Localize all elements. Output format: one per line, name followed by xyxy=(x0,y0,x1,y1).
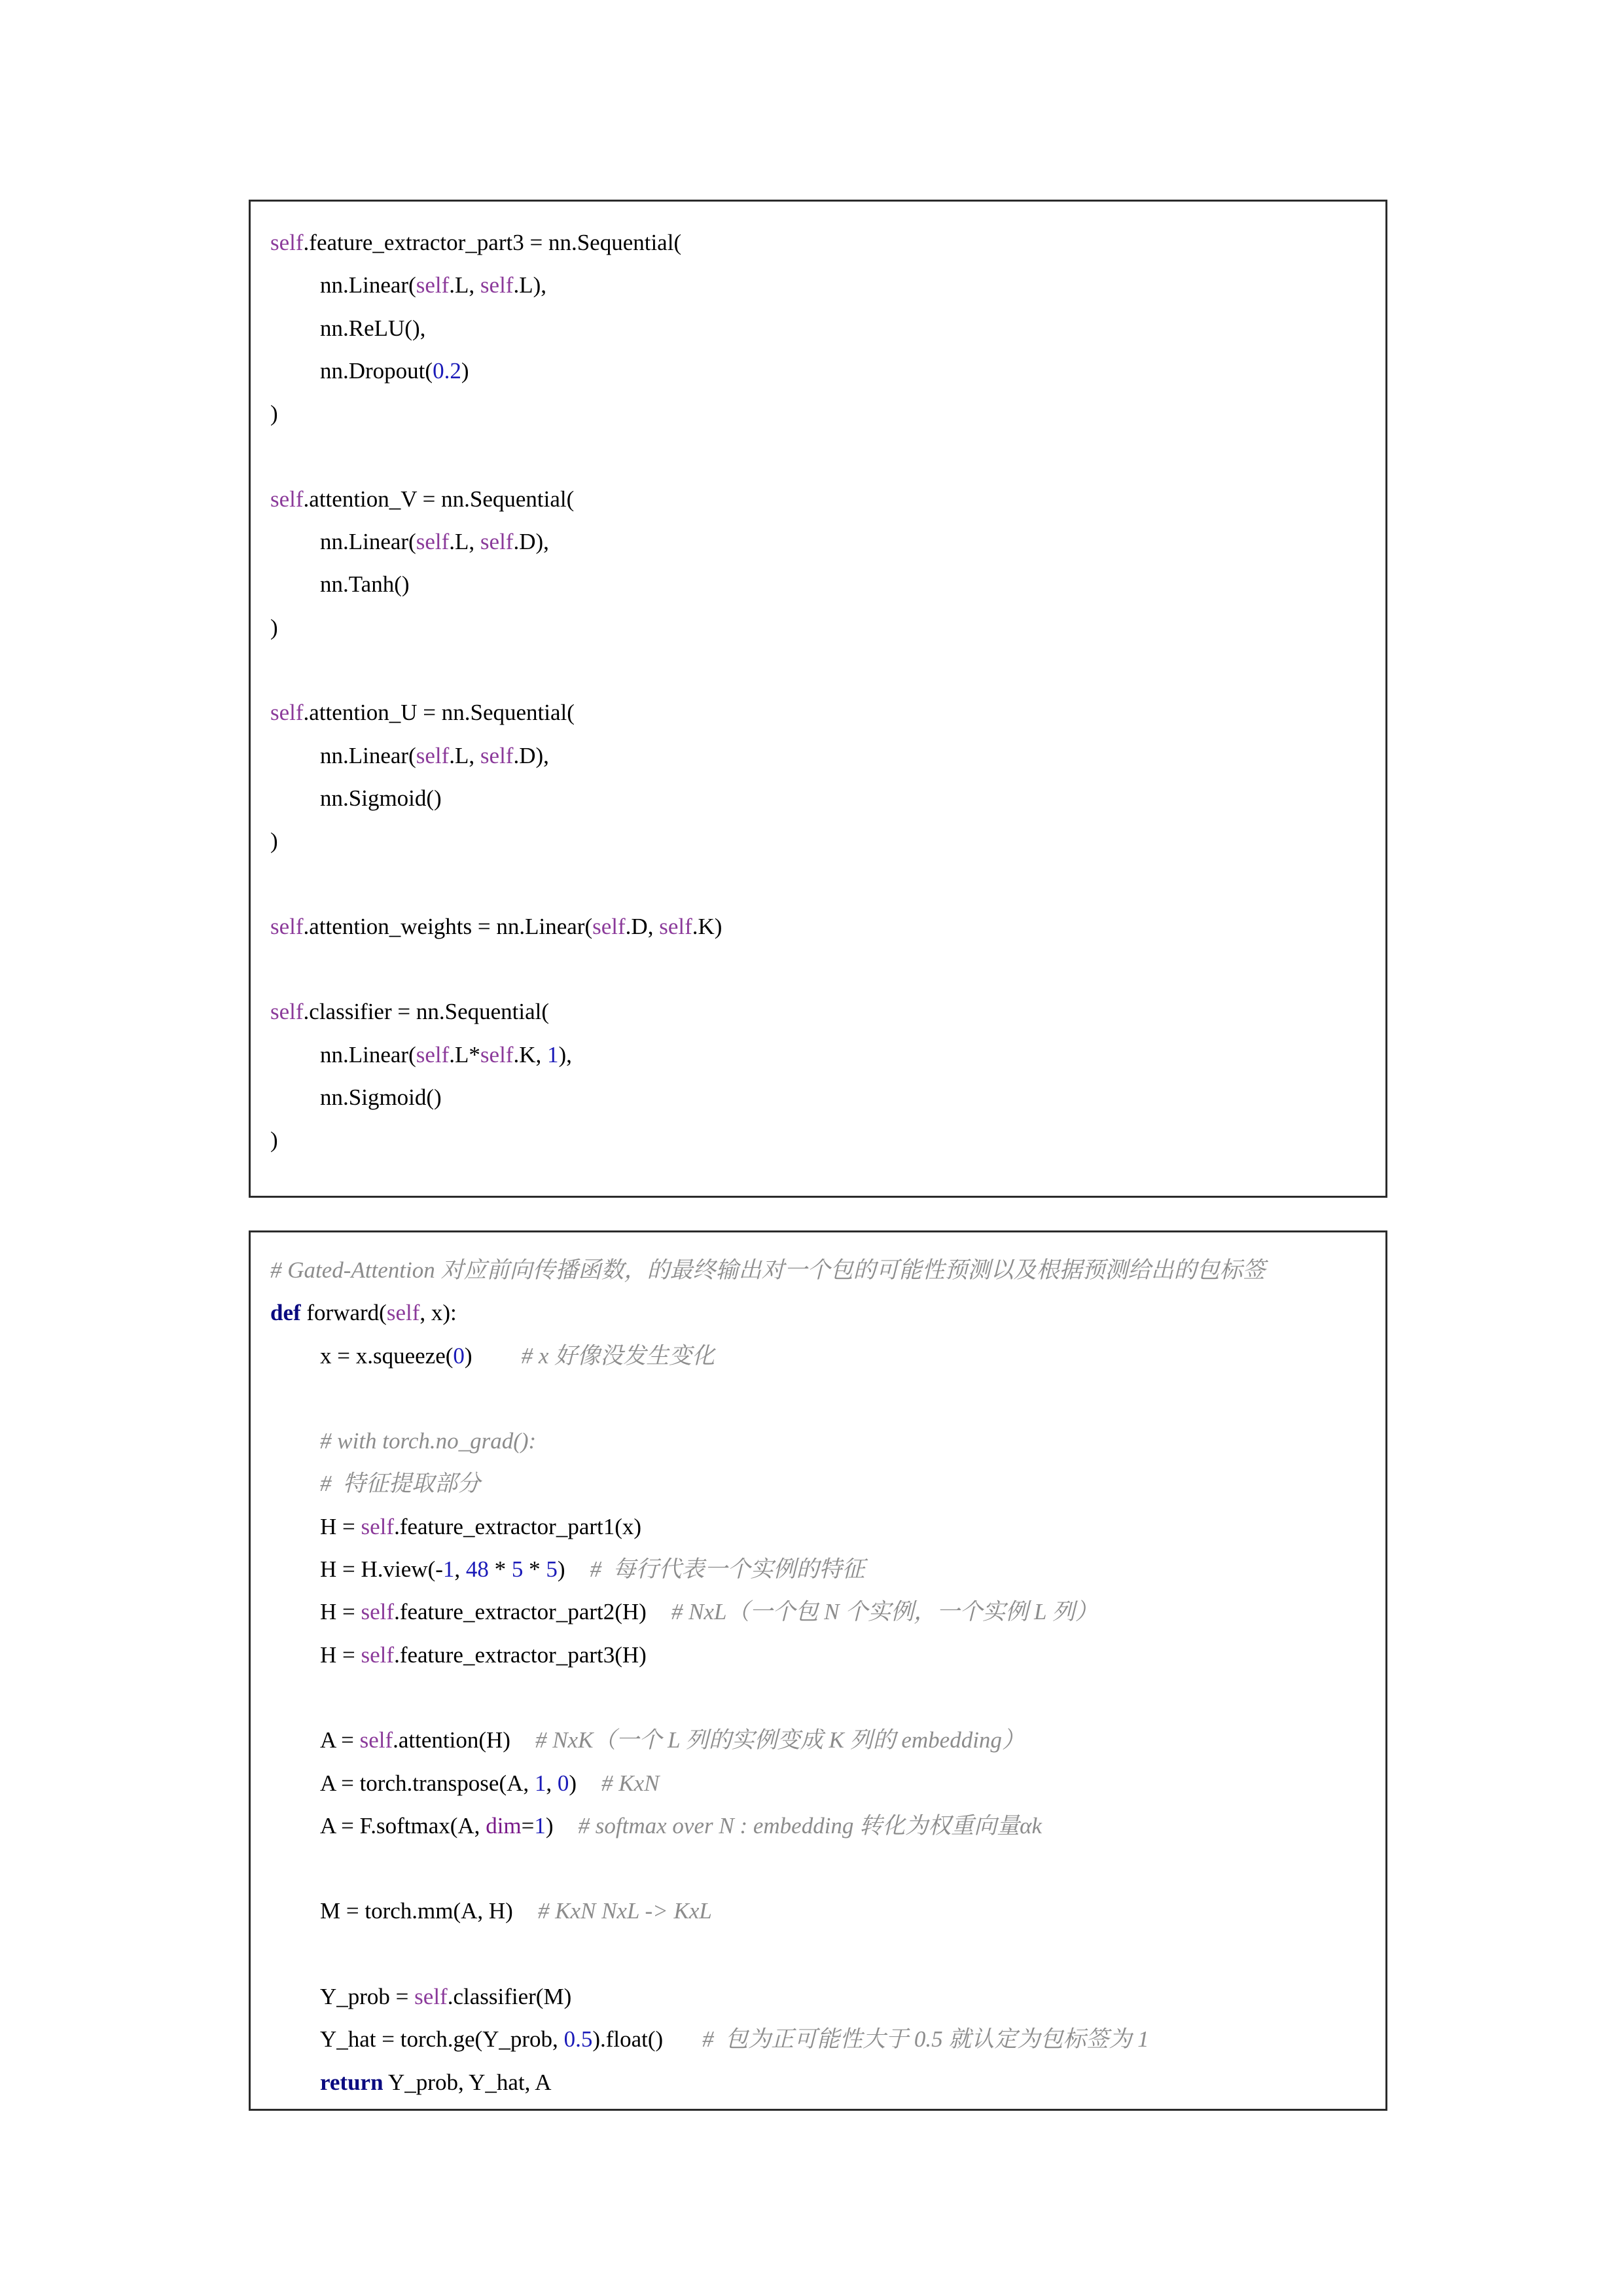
self-keyword: self xyxy=(270,700,304,726)
blank-line xyxy=(270,649,1385,691)
number-literal: 5 xyxy=(511,1556,524,1583)
code-line xyxy=(270,1505,1385,1548)
code-text: .attention(H) xyxy=(393,1727,510,1753)
code-comment: # softmax over N : embedding 转化为权重向量αk xyxy=(578,1812,1043,1839)
return-keyword: return xyxy=(320,2069,383,2095)
blank-line xyxy=(270,1377,1385,1420)
blank-line xyxy=(270,1847,1385,1890)
code-text: nn.Dropout( xyxy=(320,357,433,384)
self-keyword: self xyxy=(270,486,304,512)
code-line xyxy=(270,520,1385,563)
code-line xyxy=(270,1076,1385,1119)
code-line xyxy=(270,563,1385,605)
number-literal: 1 xyxy=(534,1812,546,1839)
number-literal: 0.5 xyxy=(563,2026,593,2053)
number-literal: 0 xyxy=(453,1342,465,1369)
code-text: Y_prob = xyxy=(320,1984,415,2010)
code-text: ) xyxy=(569,1770,577,1796)
code-text: ) xyxy=(270,401,278,427)
self-keyword: self xyxy=(416,529,450,555)
code-text: ) xyxy=(557,1556,565,1583)
code-line xyxy=(270,1033,1385,1076)
code-text: .L), xyxy=(513,272,547,298)
code-text: H = H.view(- xyxy=(320,1556,443,1583)
code-line xyxy=(270,990,1385,1033)
code-text: .classifier = nn.Sequential( xyxy=(303,999,550,1025)
code-line xyxy=(270,1719,1385,1761)
self-keyword: self xyxy=(414,1984,448,2010)
code-text: .attention_U = nn.Sequential( xyxy=(303,700,575,726)
number-literal: 0.2 xyxy=(433,357,461,384)
code-text: ), xyxy=(558,1041,572,1067)
code-comment: # 包为正可能性大于 0.5 就认定为包标签为 1 xyxy=(702,2026,1149,2053)
code-text: .L, xyxy=(449,529,480,555)
self-keyword: self xyxy=(480,742,514,768)
code-line xyxy=(270,1890,1385,1932)
self-keyword: self xyxy=(480,529,514,555)
code-comment: # x 好像没发生变化 xyxy=(521,1342,715,1369)
code-line xyxy=(270,1590,1385,1633)
self-keyword: self xyxy=(480,1041,514,1067)
self-keyword: self xyxy=(386,1300,420,1326)
code-text: Y_hat = torch.ge(Y_prob, xyxy=(320,2026,564,2053)
code-text: .D, xyxy=(625,913,660,939)
code-text: A = xyxy=(320,1727,360,1753)
number-literal: 1 xyxy=(442,1556,455,1583)
code-text: ) xyxy=(461,357,469,384)
code-text: nn.Linear( xyxy=(320,1041,416,1067)
code-text: nn.Linear( xyxy=(320,529,416,555)
blank-line xyxy=(270,948,1385,990)
code-text: A = torch.transpose(A, xyxy=(320,1770,535,1796)
code-text: ) xyxy=(464,1342,473,1369)
code-text: nn.ReLU(), xyxy=(320,315,426,341)
code-text: H = xyxy=(320,1599,361,1625)
code-text: .D), xyxy=(513,529,549,555)
code-text: H = xyxy=(320,1641,361,1668)
code-text: M = torch.mm(A, H) xyxy=(320,1898,513,1924)
code-text: .L, xyxy=(449,272,480,298)
blank-line xyxy=(270,435,1385,477)
number-literal: 0 xyxy=(557,1770,569,1796)
code-text: .feature_extractor_part3 = nn.Sequential( xyxy=(303,230,682,255)
self-keyword: self xyxy=(270,230,304,255)
code-comment: # with torch.no_grad(): xyxy=(320,1428,537,1454)
code-text: .L, xyxy=(449,742,480,768)
code-text: * xyxy=(488,1556,512,1583)
blank-line xyxy=(270,862,1385,905)
code-text: , xyxy=(546,1770,558,1796)
self-keyword: self xyxy=(359,1727,393,1753)
code-text: nn.Linear( xyxy=(320,272,416,298)
code-text: * xyxy=(523,1556,546,1583)
code-line xyxy=(270,1804,1385,1847)
self-keyword: self xyxy=(361,1513,395,1539)
code-line xyxy=(270,606,1385,649)
self-keyword: self xyxy=(270,913,304,939)
code-text: H = xyxy=(320,1513,361,1539)
code-line xyxy=(270,1291,1385,1334)
code-line xyxy=(270,905,1385,948)
blank-line xyxy=(270,1933,1385,1975)
code-text: .K) xyxy=(692,913,722,939)
number-literal: 1 xyxy=(534,1770,546,1796)
code-line xyxy=(270,1975,1385,2018)
code-text: .attention_V = nn.Sequential( xyxy=(303,486,575,512)
code-block-forward xyxy=(249,1230,1387,2111)
self-keyword: self xyxy=(416,1041,450,1067)
code-line xyxy=(270,1249,1385,1291)
code-comment: # KxN xyxy=(601,1770,660,1796)
number-literal: 5 xyxy=(546,1556,558,1583)
code-text: nn.Sigmoid() xyxy=(320,1084,442,1110)
code-line xyxy=(270,819,1385,862)
code-line xyxy=(270,734,1385,777)
code-text: ) xyxy=(270,828,278,854)
code-comment: # NxL（一个包 N 个实例，一个实例 L 列） xyxy=(671,1599,1098,1625)
code-comment: # NxK（一个 L 列的实例变成 K 列的 embedding） xyxy=(535,1727,1025,1753)
code-text: = xyxy=(521,1812,535,1839)
self-keyword: self xyxy=(416,742,450,768)
code-text: ) xyxy=(545,1812,554,1839)
code-line xyxy=(270,1119,1385,1161)
number-literal: 1 xyxy=(547,1041,559,1067)
parameter-name: dim xyxy=(486,1812,522,1839)
code-text: , x): xyxy=(419,1300,457,1326)
code-line xyxy=(270,1335,1385,1377)
code-text: nn.Sigmoid() xyxy=(320,785,442,811)
code-line xyxy=(270,1462,1385,1505)
blank-line xyxy=(270,1676,1385,1719)
code-comment: # 每行代表一个实例的特征 xyxy=(590,1556,865,1583)
self-keyword: self xyxy=(480,272,514,298)
code-text: .attention_weights = nn.Linear( xyxy=(303,913,593,939)
code-line xyxy=(270,392,1385,435)
code-text: .D), xyxy=(513,742,549,768)
code-text: nn.Tanh() xyxy=(320,571,410,598)
code-text: nn.Linear( xyxy=(320,742,416,768)
number-literal: 48 xyxy=(465,1556,489,1583)
code-line xyxy=(270,1762,1385,1804)
code-text: .L* xyxy=(449,1041,480,1067)
code-line xyxy=(270,691,1385,734)
code-text: .K, xyxy=(513,1041,547,1067)
self-keyword: self xyxy=(361,1599,395,1625)
code-text: ) xyxy=(270,614,278,640)
code-line xyxy=(270,2061,1385,2104)
code-line xyxy=(270,221,1385,264)
code-line xyxy=(270,478,1385,520)
code-comment: # 特征提取部分 xyxy=(320,1471,481,1497)
code-comment: # KxN NxL -> KxL xyxy=(537,1898,712,1924)
code-comment: # Gated-Attention 对应前向传播函数，的最终输出对一个包的可能性预测以及根据预测给出的包标签 xyxy=(270,1257,1266,1283)
code-text: ) xyxy=(270,1127,278,1153)
code-text: , xyxy=(454,1556,466,1583)
code-line xyxy=(270,2018,1385,2060)
code-line xyxy=(270,1548,1385,1590)
code-text: forward( xyxy=(300,1300,387,1326)
self-keyword: self xyxy=(270,999,304,1025)
code-block-model-init xyxy=(249,200,1387,1198)
code-text: .feature_extractor_part2(H) xyxy=(394,1599,647,1625)
code-text: .feature_extractor_part1(x) xyxy=(394,1513,642,1539)
self-keyword: self xyxy=(416,272,450,298)
code-line xyxy=(270,307,1385,350)
self-keyword: self xyxy=(659,913,692,939)
code-text: Y_prob, Y_hat, A xyxy=(383,2069,552,2095)
code-text: x = x.squeeze( xyxy=(320,1342,454,1369)
code-line xyxy=(270,264,1385,306)
self-keyword: self xyxy=(592,913,626,939)
code-text: ).float() xyxy=(592,2026,664,2053)
code-line xyxy=(270,350,1385,392)
code-line xyxy=(270,1634,1385,1676)
code-line xyxy=(270,777,1385,819)
self-keyword: self xyxy=(361,1641,395,1668)
code-text: .classifier(M) xyxy=(447,1984,572,2010)
code-text: .feature_extractor_part3(H) xyxy=(394,1641,647,1668)
code-line xyxy=(270,1420,1385,1462)
def-keyword: def xyxy=(270,1300,301,1326)
code-text: A = F.softmax(A, xyxy=(320,1812,486,1839)
